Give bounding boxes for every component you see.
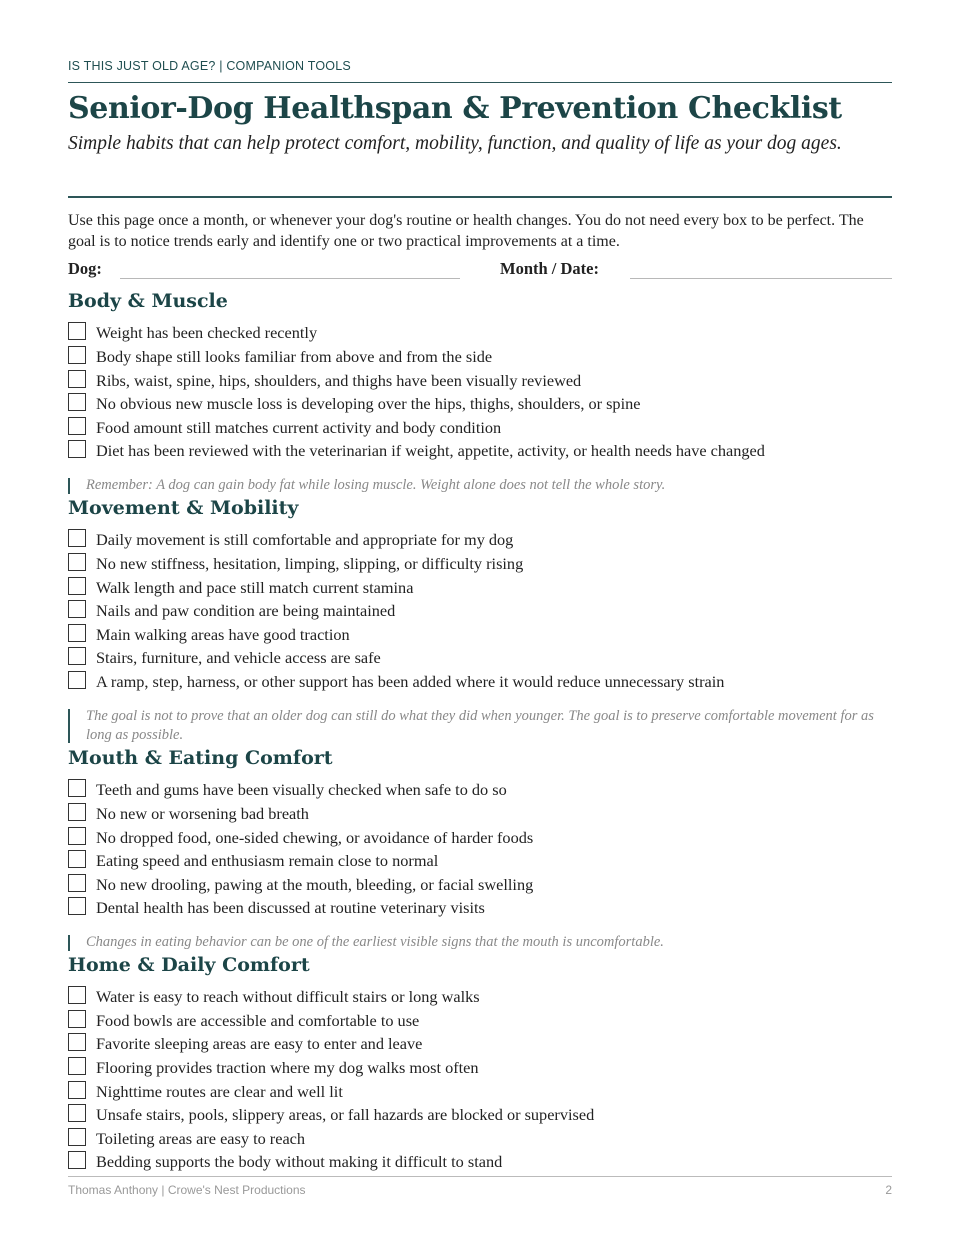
checklist-item[interactable] [68,850,892,872]
checkbox[interactable] [68,1104,86,1122]
section-note [68,476,892,496]
checklist-item-label: Weight has been checked recently [96,323,318,342]
checklist-item-label: Nighttime routes are clear and well lit [96,1082,343,1101]
section-note [68,707,892,745]
checklist-item-label: Diet has been reviewed with the veterinarian if weight, appetite, activity, or health needs have changed [96,441,765,460]
checklist-item[interactable] [68,322,892,344]
section-title-movement-mobility: Movement & Mobility [68,497,299,519]
checkbox[interactable] [68,1010,86,1028]
checklist-item[interactable] [68,647,892,669]
checklist-item[interactable] [68,1057,892,1079]
checklist-item[interactable] [68,346,892,368]
checklist-item-label: Main walking areas have good traction [96,625,350,644]
section-note [68,933,892,953]
checklist-item[interactable] [68,393,892,415]
eyebrow: IS THIS JUST OLD AGE? | COMPANION TOOLS [68,59,351,73]
checkbox[interactable] [68,440,86,458]
checklist-item[interactable] [68,600,892,622]
section-title-mouth-eating: Mouth & Eating Comfort [68,747,333,769]
checklist-item-label: Favorite sleeping areas are easy to enter and leave [96,1034,423,1053]
checkbox[interactable] [68,370,86,388]
page-subtitle: Simple habits that can help protect comfort, mobility, function, and quality of life as your dog ages. [68,133,842,154]
checklist-item[interactable] [68,874,892,896]
note-accent-bar [68,709,70,743]
page-number: 2 [885,1183,892,1197]
title-divider [68,196,892,198]
checklist-item[interactable] [68,779,892,801]
checkbox[interactable] [68,647,86,665]
checklist-item[interactable] [68,577,892,599]
checkbox[interactable] [68,874,86,892]
checklist-item[interactable] [68,370,892,392]
checklist-item[interactable] [68,986,892,1008]
checklist-item[interactable] [68,1010,892,1032]
checklist-item[interactable] [68,440,892,462]
checklist-item-label: Stairs, furniture, and vehicle access are safe [96,648,381,667]
checklist-item[interactable] [68,1128,892,1150]
checklist-item-label: Dental health has been discussed at routine veterinary visits [96,898,485,917]
checkbox[interactable] [68,1033,86,1051]
checklist-item[interactable] [68,897,892,919]
page-title: Senior-Dog Healthspan & Prevention Checklist [68,91,842,126]
checklist-item[interactable] [68,529,892,551]
checklist-item[interactable] [68,417,892,439]
checkbox[interactable] [68,1128,86,1146]
checkbox[interactable] [68,1151,86,1169]
checklist-item[interactable] [68,827,892,849]
checkbox[interactable] [68,779,86,797]
checkbox[interactable] [68,671,86,689]
checkbox[interactable] [68,529,86,547]
checklist-item[interactable] [68,1081,892,1103]
checklist-item-label: Walk length and pace still match current stamina [96,578,414,597]
checkbox[interactable] [68,1057,86,1075]
date-field[interactable] [630,278,892,279]
checkbox[interactable] [68,1081,86,1099]
checklist-item[interactable] [68,803,892,825]
checklist-item-label: Teeth and gums have been visually checked when safe to do so [96,780,507,799]
checkbox[interactable] [68,827,86,845]
checklist-item-label: Flooring provides traction where my dog walks most often [96,1058,479,1077]
checklist-item-label: No obvious new muscle loss is developing over the hips, thighs, shoulders, or spine [96,394,641,413]
checklist-item[interactable] [68,553,892,575]
checkbox[interactable] [68,850,86,868]
checklist-item-label: Water is easy to reach without difficult stairs or long walks [96,987,480,1006]
note-text: Remember: A dog can gain body fat while losing muscle. Weight alone does not tell the whole story. [86,477,666,493]
checklist-item-label: Bedding supports the body without making it difficult to stand [96,1152,503,1171]
checklist-item-label: No new stiffness, hesitation, limping, slipping, or difficulty rising [96,554,524,573]
checklist-item-label: Nails and paw condition are being maintained [96,601,396,620]
checklist-item-label: No new or worsening bad breath [96,804,309,823]
checklist-item-label: Food amount still matches current activity and body condition [96,418,502,437]
date-label: Month / Date: [500,259,599,278]
intro-paragraph: Use this page once a month, or whenever your dog's routine or health changes. You do not need every box to be perfect. The goal is to notice trends early and identify one or two practical improvements at a time. [68,212,864,250]
note-text: The goal is not to prove that an older dog can still do what they did when younger. The goal is to preserve comfortable movement for as long as possible. [86,708,874,743]
checklist-item[interactable] [68,1033,892,1055]
checklist-item-label: A ramp, step, harness, or other support has been added where it would reduce unnecessary strain [96,672,725,691]
checkbox[interactable] [68,986,86,1004]
dog-name-field[interactable] [120,278,460,279]
checkbox[interactable] [68,346,86,364]
checklist-item-label: Food bowls are accessible and comfortable to use [96,1011,420,1030]
checkbox[interactable] [68,417,86,435]
checkbox[interactable] [68,624,86,642]
checklist-item-label: Unsafe stairs, pools, slippery areas, or fall hazards are blocked or supervised [96,1105,595,1124]
checkbox[interactable] [68,897,86,915]
checkbox[interactable] [68,322,86,340]
checkbox[interactable] [68,577,86,595]
checkbox[interactable] [68,600,86,618]
checklist-item-label: Ribs, waist, spine, hips, shoulders, and thighs have been visually reviewed [96,371,582,390]
note-text: Changes in eating behavior can be one of the earliest visible signs that the mouth is uncomfortable. [86,934,664,950]
checklist-item-label: Daily movement is still comfortable and appropriate for my dog [96,530,514,549]
section-title-body-muscle: Body & Muscle [68,290,228,312]
checkbox[interactable] [68,393,86,411]
checklist-item-label: No new drooling, pawing at the mouth, bleeding, or facial swelling [96,875,534,894]
checklist-item-label: Body shape still looks familiar from above and from the side [96,347,493,366]
checklist-item-label: No dropped food, one-sided chewing, or avoidance of harder foods [96,828,534,847]
footer-divider [68,1176,892,1177]
checklist-item-label: Toileting areas are easy to reach [96,1129,306,1148]
checklist-item[interactable] [68,1104,892,1126]
note-accent-bar [68,935,70,951]
checklist-item-label: Eating speed and enthusiasm remain close to normal [96,851,439,870]
checklist-item[interactable] [68,624,892,646]
footer-credit: Thomas Anthony | Crowe's Nest Productions [68,1183,306,1197]
dog-label: Dog: [68,259,102,278]
checklist-item[interactable] [68,1151,892,1173]
section-title-home-comfort: Home & Daily Comfort [68,954,310,976]
header-divider [68,82,892,83]
note-accent-bar [68,478,70,494]
checkbox[interactable] [68,803,86,821]
checkbox[interactable] [68,553,86,571]
checklist-item[interactable] [68,671,892,693]
